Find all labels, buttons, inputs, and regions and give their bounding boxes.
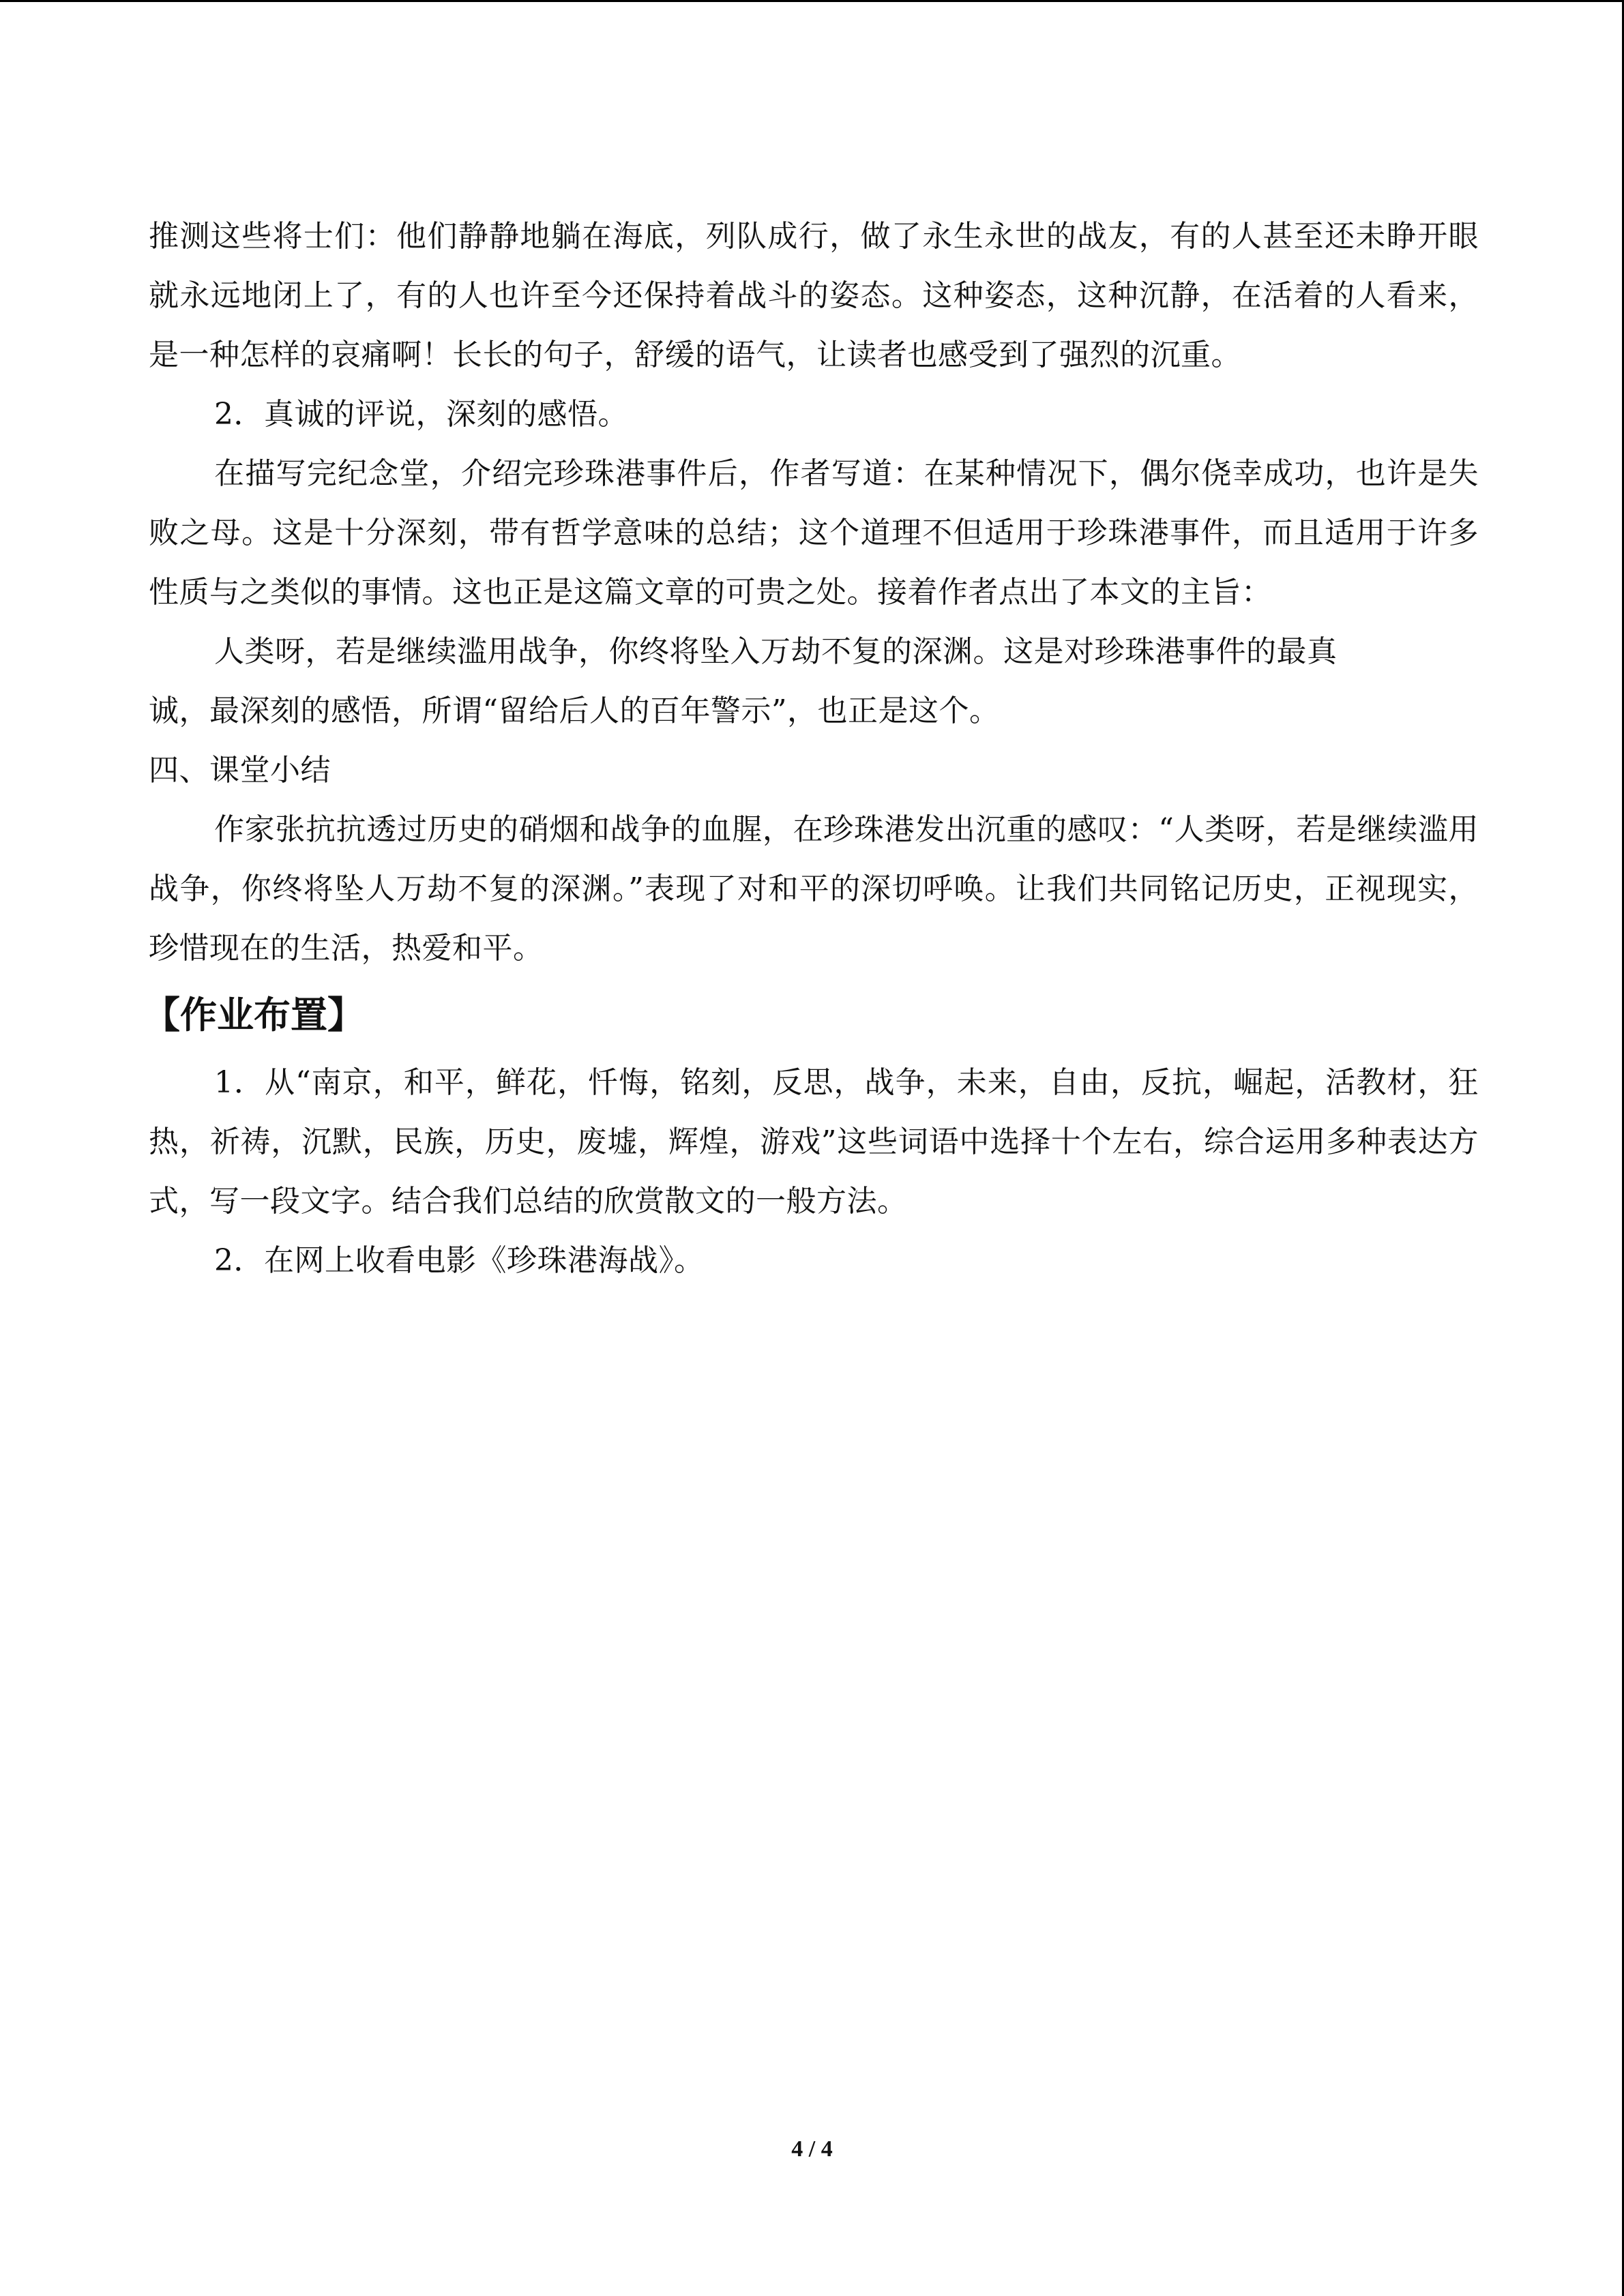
- paragraph-theme-line-1: 人类呀，若是继续滥用战争，你终将坠入万劫不复的深渊。这是对珍珠港事件的最真: [214, 634, 1338, 669]
- paragraph-point-2-heading: 2．真诚的评说，深刻的感悟。: [214, 397, 628, 432]
- homework-item-1: 1．从“南京，和平，鲜花，忏悔，铭刻，反思，战争，未来，自由，反抗，崛起，活教材，狂热，祈祷，沉默，民族，历史，废墟，辉煌，游戏”这些词语中选择十个左右，综合运用多种表达方式，写一段文字。结合我们总结的欣赏散文的一般方法。: [149, 1065, 1479, 1219]
- document-content: [143, 207, 1479, 1290]
- paragraph-theme-line-2: 诚，最深刻的感悟，所谓“留给后人的百年警示”，也正是这个。: [149, 694, 1000, 728]
- section-summary-heading: 四、课堂小结: [149, 753, 331, 788]
- homework-heading: 【作业布置】: [143, 994, 364, 1037]
- paragraph-author-commentary: 在描写完纪念堂，介绍完珍珠港事件后，作者写道：在某种情况下，偶尔侥幸成功，也许是失败之母。这是十分深刻，带有哲学意味的总结；这个道理不但适用于珍珠港事件，而且适用于许多性质与之类似的事情。这也正是这篇文章的可贵之处。接着作者点出了本文的主旨：: [149, 456, 1479, 610]
- homework-item-2: 2．在网上收看电影《珍珠港海战》。: [214, 1243, 705, 1278]
- paragraph-recap: 推测这些将士们：他们静静地躺在海底，列队成行，做了永生永世的战友，有的人甚至还未睁开眼就永远地闭上了，有的人也许至今还保持着战斗的姿态。这种姿态，这种沉静，在活着的人看来，是一种怎样的哀痛啊！长长的句子，舒缓的语气，让读者也感受到了强烈的沉重。: [149, 219, 1479, 372]
- page-number: 4 / 4: [791, 2136, 833, 2162]
- paragraph-summary: 作家张抗抗透过历史的硝烟和战争的血腥，在珍珠港发出沉重的感叹：“人类呀，若是继续滥用战争，你终将坠人万劫不复的深渊。”表现了对和平的深切呼唤。让我们共同铭记历史，正视现实，珍惜现在的生活，热爱和平。: [149, 812, 1479, 966]
